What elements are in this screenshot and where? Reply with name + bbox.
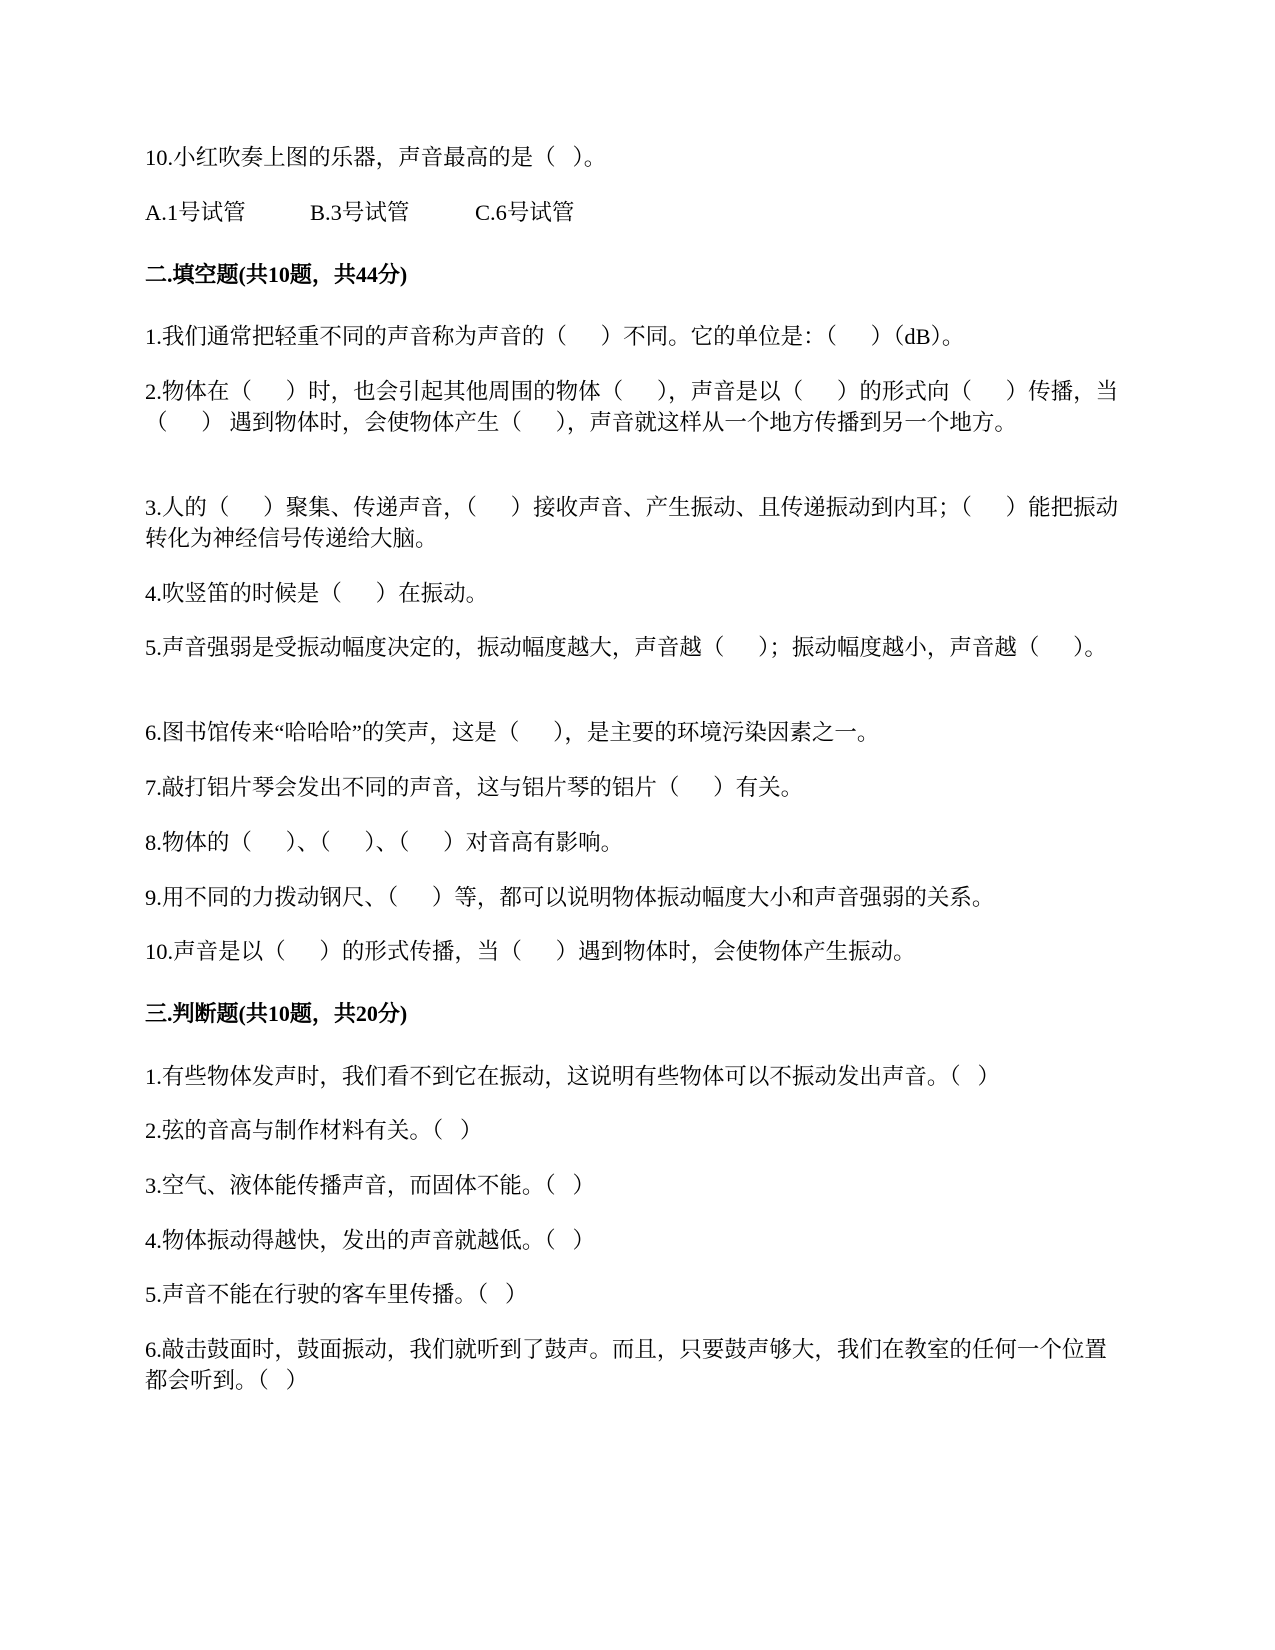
section-heading-fill-in: 二.填空题(共10题，共44分) <box>145 262 408 287</box>
fill-question-5: 5.声音强弱是受振动幅度决定的，振动幅度越大，声音越（ ）；振动幅度越小，声音越（ ）。 <box>145 635 1107 660</box>
option-a: A.1号试管 <box>145 200 246 225</box>
mc-10-options <box>145 197 1125 228</box>
judge-question-6: 6.敲击鼓面时，鼓面振动，我们就听到了鼓声。而且，只要鼓声够大，我们在教室的任何一个位置都会听到。（ ） <box>145 1337 1107 1393</box>
judge-question-4: 4.物体振动得越快，发出的声音就越低。（ ） <box>145 1228 596 1253</box>
section-heading-true-false: 三.判断题(共10题，共20分) <box>145 1001 408 1026</box>
option-b: B.3号试管 <box>310 200 410 225</box>
fill-question-10: 10.声音是以（ ）的形式传播，当（ ）遇到物体时，会使物体产生振动。 <box>145 939 916 964</box>
fill-question-7: 7.敲打铝片琴会发出不同的声音，这与铝片琴的铝片（ ）有关。 <box>145 775 804 800</box>
judge-question-1: 1.有些物体发声时，我们看不到它在振动，这说明有些物体可以不振动发出声音。（ ） <box>145 1064 1001 1089</box>
question-mc-10: 10.小红吹奏上图的乐器，声音最高的是（ ）。 <box>145 145 607 170</box>
judge-question-2: 2.弦的音高与制作材料有关。（ ） <box>145 1118 483 1143</box>
fill-question-4: 4.吹竖笛的时候是（ ）在振动。 <box>145 581 489 606</box>
option-c: C.6号试管 <box>475 200 575 225</box>
judge-question-5: 5.声音不能在行驶的客车里传播。（ ） <box>145 1282 528 1307</box>
fill-question-6: 6.图书馆传来“哈哈哈”的笑声，这是（ ），是主要的环境污染因素之一。 <box>145 720 880 745</box>
fill-question-1: 1.我们通常把轻重不同的声音称为声音的（ ）不同。它的单位是：（ ）（dB）。 <box>145 324 965 349</box>
fill-question-8: 8.物体的（ ）、（ ）、（ ）对音高有影响。 <box>145 830 624 855</box>
fill-question-2: 2.物体在（ ）时，也会引起其他周围的物体（ ），声音是以（ ）的形式向（ ）传播，当（ ） 遇到物体时，会使物体产生（ ），声音就这样从一个地方传播到另一个地方。 <box>145 379 1119 435</box>
judge-question-3: 3.空气、液体能传播声音，而固体不能。（ ） <box>145 1173 596 1198</box>
fill-question-3: 3.人的（ ）聚集、传递声音，（ ）接收声音、产生振动、且传递振动到内耳；（ ）能把振动转化为神经信号传递给大脑。 <box>145 495 1119 551</box>
fill-question-9: 9.用不同的力拨动钢尺、（ ）等，都可以说明物体振动幅度大小和声音强弱的关系。 <box>145 885 995 910</box>
